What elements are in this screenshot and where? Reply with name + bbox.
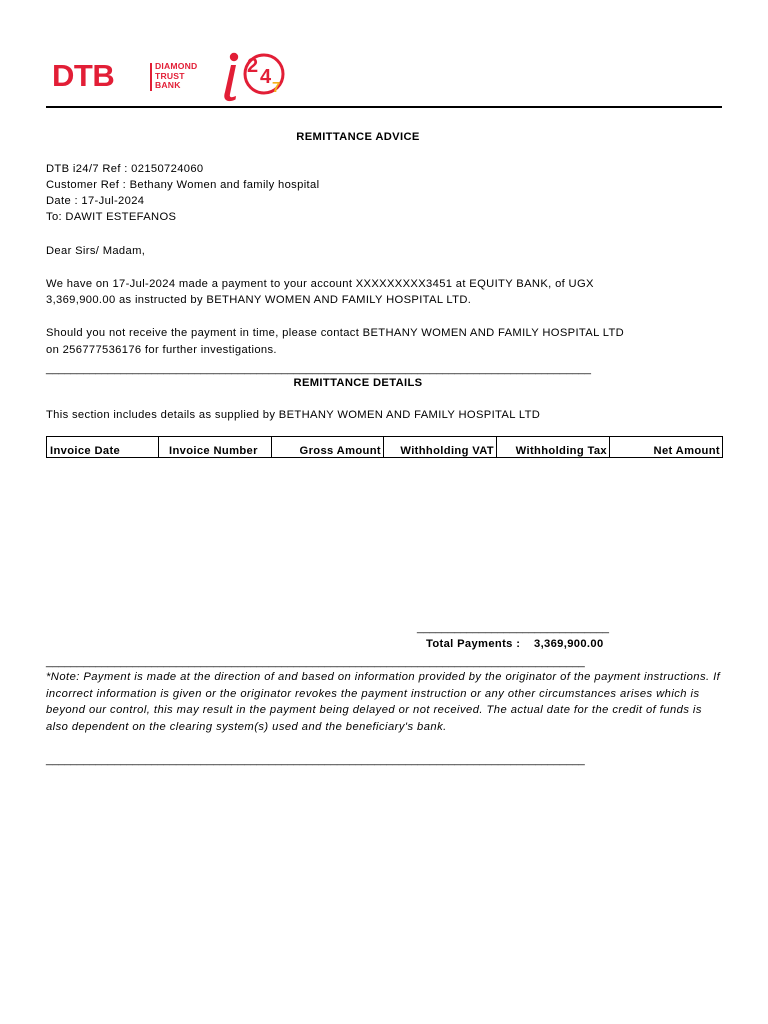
payment-note: *Note: Payment is made at the direction of and based on information provided by the originator of the payment instructions. If incorrect information is given or the originator revokes the payment instruction or any other circumstances arises which is beyond our control, this may result in the payment being delayed or not received. The actual date for the credit of funds is also dependent on the clearing system(s) used and the beneficiary's bank. [46,671,721,733]
document-title: REMITTANCE ADVICE [296,131,420,143]
col-gross-amount: Gross Amount [272,437,384,458]
total-label: Total Payments : [426,638,521,650]
customer-ref: Customer Ref : Bethany Women and family hospital [46,179,320,191]
dtb-logo-mark: DTB [52,58,115,93]
payment-paragraph-line-2: 3,369,900.00 as instructed by BETHANY WOMEN AND FAMILY HOSPITAL LTD. [46,294,472,306]
svg-text:4: 4 [260,66,272,88]
contact-paragraph-line-1: Should you not receive the payment in time, please contact BETHANY WOMEN AND FAMILY HOSPITAL LTD [46,327,625,339]
salutation: Dear Sirs/ Madam, [46,245,146,257]
recipient: To: DAWIT ESTEFANOS [46,211,177,223]
logo-name-line-3: BANK [155,80,181,91]
dtb-logo-name [155,62,197,91]
svg-text:2: 2 [247,55,259,77]
payment-paragraph-line-1: We have on 17-Jul-2024 made a payment to your account XXXXXXXXX3451 at EQUITY BANK, of UGX [46,278,594,290]
logo-name-line-2: TRUST [155,70,185,81]
svg-text:7: 7 [272,79,281,96]
total-rule: _______________________________ [417,622,609,634]
i247-logo-icon [218,48,290,104]
logo-divider [150,63,152,91]
col-withholding-vat: Withholding VAT [384,437,497,458]
col-invoice-number: Invoice Number [159,437,272,458]
payment-date: Date : 17-Jul-2024 [46,195,145,207]
col-net-amount: Net Amount [610,437,723,458]
col-withholding-tax: Withholding Tax [497,437,610,458]
table-header-row [47,437,723,458]
remittance-table [46,436,723,458]
header-rule [46,106,722,108]
section-rule: ________________________________________________________________________________________ [46,363,591,375]
logo-name-line-1: DIAMOND [155,61,198,71]
col-invoice-date: Invoice Date [47,437,159,458]
details-intro: This section includes details as supplied by BETHANY WOMEN AND FAMILY HOSPITAL LTD [46,409,541,421]
note-rule-top: _______________________________________________________________________________________ [46,656,585,668]
details-title: REMITTANCE DETAILS [293,377,423,389]
dtb-ref: DTB i24/7 Ref : 02150724060 [46,163,204,175]
total-value: 3,369,900.00 [534,638,604,650]
note-rule-bottom: _______________________________________________________________________________________ [46,754,585,766]
contact-paragraph-line-2: on 256777536176 for further investigations. [46,344,277,356]
